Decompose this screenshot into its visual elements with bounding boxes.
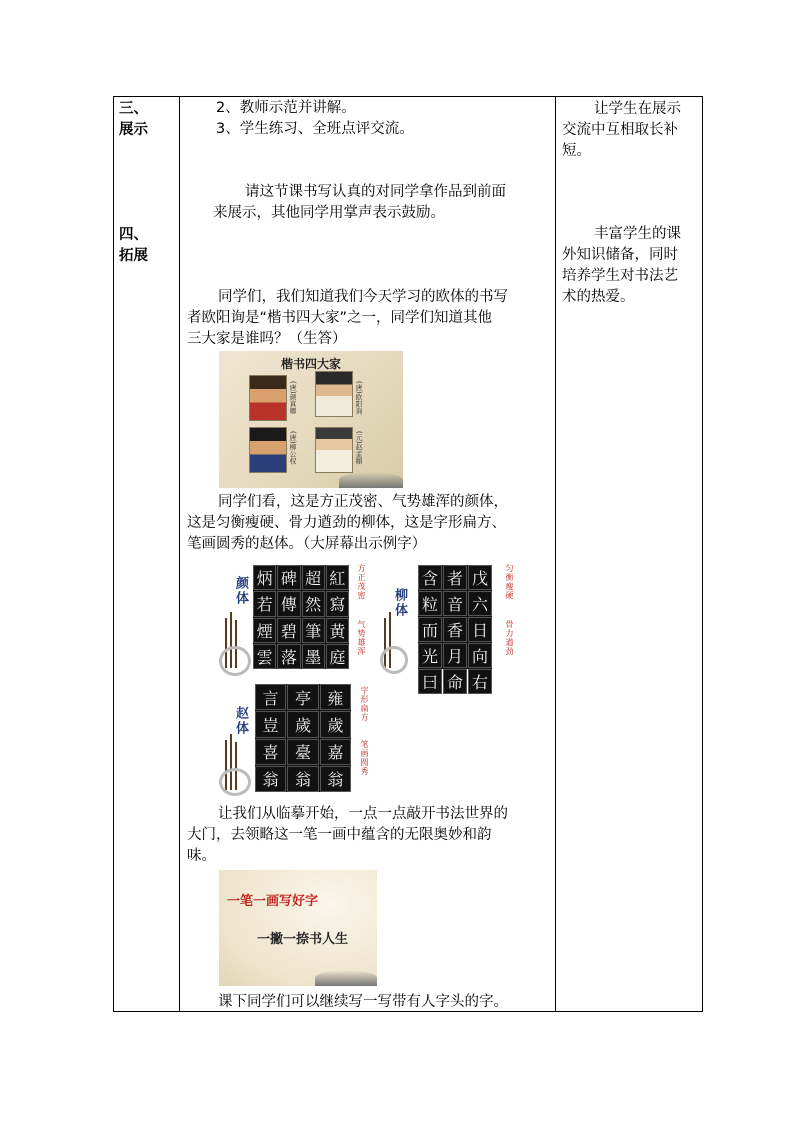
liu-note-2: 骨力遒劲 — [505, 620, 514, 656]
ink-mountain — [315, 970, 377, 986]
portrait-caption: (唐)欧阳询 — [355, 381, 363, 415]
liu-note-1: 匀衡瘦硬 — [505, 564, 514, 600]
sample-char: 喜 — [255, 739, 286, 765]
paragraph-line: 同学们，我们知道我们今天学习的欧体的书写 — [218, 289, 508, 305]
portrait-caption: (元)赵孟頫 — [355, 431, 363, 465]
four-masters-title: 楷书四大家 — [280, 357, 341, 371]
sample-char: 者 — [443, 565, 467, 590]
sample-char: 豈 — [255, 711, 286, 737]
note-line: 短。 — [562, 143, 591, 159]
zhao-note-2: 笔画圆秀 — [360, 740, 369, 776]
sample-char: 紅 — [326, 565, 349, 590]
yan-note-1: 方正茂密 — [357, 564, 366, 600]
portrait — [315, 371, 353, 417]
sample-char: 傳 — [277, 591, 300, 616]
sample-char: 音 — [443, 591, 467, 616]
paragraph-line: 让我们从临摹开始，一点一点敲开书法世界的 — [218, 806, 508, 822]
section3-name: 展示 — [119, 122, 148, 138]
note-line: 让学生在展示 — [594, 101, 681, 117]
zhao-note-1: 字形扁方 — [360, 686, 369, 722]
sample-char: 月 — [443, 643, 467, 668]
step-3-text: 3、学生练习、全班点评交流。 — [216, 121, 414, 137]
sample-char: 寫 — [326, 591, 349, 616]
sample-char: 命 — [443, 669, 467, 694]
yan-note-2: 气势雄浑 — [357, 620, 366, 656]
note-line: 术的热爱。 — [562, 289, 635, 305]
sample-char: 超 — [302, 565, 325, 590]
ink-stone — [380, 646, 408, 674]
slogan-line-1: 一笔一画写好字 — [227, 894, 319, 909]
sample-char: 若 — [253, 591, 276, 616]
paragraph-line: 味。 — [187, 848, 216, 864]
column-divider — [179, 97, 180, 1011]
paragraph-line: 同学们看，这是方正茂密、气势雄浑的颜体， — [218, 494, 508, 510]
step-2-text: 2、教师示范并讲解。 — [216, 100, 356, 116]
liu-char-grid — [418, 565, 492, 692]
sample-char: 煙 — [253, 618, 276, 643]
note-line: 培养学生对书法艺 — [562, 268, 678, 284]
sample-char: 含 — [418, 565, 442, 590]
closing-line: 课下同学们可以继续写一写带有人字头的字。 — [218, 994, 508, 1010]
sample-char: 歲 — [287, 711, 318, 737]
zhao-label: 赵体 — [233, 706, 248, 736]
sample-char: 粒 — [418, 591, 442, 616]
sample-char: 香 — [443, 617, 467, 642]
sample-char: 然 — [302, 591, 325, 616]
sample-char: 戊 — [468, 565, 492, 590]
sample-char: 雍 — [320, 684, 351, 710]
paragraph-line: 这是匀衡瘦硬、骨力遒劲的柳体，这是字形扁方、 — [187, 515, 506, 531]
note-line: 丰富学生的课 — [594, 226, 681, 242]
note-line: 交流中互相取长补 — [562, 122, 678, 138]
section4-number: 四、 — [119, 227, 148, 243]
sample-char: 六 — [468, 591, 492, 616]
sample-char: 亭 — [287, 684, 318, 710]
paragraph-line: 笔画圆秀的赵体。（大屏幕出示例字） — [187, 536, 427, 552]
note-line: 外知识储备，同时 — [562, 247, 678, 263]
sample-char: 言 — [255, 684, 286, 710]
section4-name: 拓展 — [119, 248, 148, 264]
zhao-char-grid — [255, 684, 351, 792]
section3-number: 三、 — [119, 101, 148, 117]
sample-char: 碧 — [277, 618, 300, 643]
portrait — [249, 375, 287, 421]
sample-char: 筆 — [302, 618, 325, 643]
sample-char: 日 — [468, 617, 492, 642]
paragraph-line: 大门，去领略这一笔一画中蕴含的无限奥妙和韵 — [187, 827, 492, 843]
sample-char: 黄 — [326, 618, 349, 643]
slogan-image — [219, 870, 377, 986]
sample-char: 翁 — [287, 766, 318, 792]
sample-char: 嘉 — [320, 739, 351, 765]
sample-char: 落 — [277, 644, 300, 669]
slogan-line-2: 一撇一捺书人生 — [257, 932, 349, 947]
paragraph-line: 者欧阳询是“楷书四大家”之一，同学们知道其他 — [187, 310, 493, 326]
paragraph-line: 三大家是谁吗？（生答） — [187, 331, 347, 347]
paragraph-line: 请这节课书写认真的对同学拿作品到前面 — [245, 184, 506, 200]
yan-label: 颜体 — [233, 576, 248, 606]
sample-char: 右 — [468, 669, 492, 694]
sample-char: 雲 — [253, 644, 276, 669]
yan-style-image — [219, 560, 377, 676]
sample-char: 光 — [418, 643, 442, 668]
yan-char-grid — [253, 565, 349, 669]
sample-char: 庭 — [326, 644, 349, 669]
sample-char: 翁 — [255, 766, 286, 792]
sample-char: 臺 — [287, 739, 318, 765]
liu-label: 柳体 — [392, 588, 407, 618]
sample-char: 向 — [468, 643, 492, 668]
four-masters-image — [219, 351, 403, 488]
portrait — [315, 427, 353, 473]
sample-char: 翁 — [320, 766, 351, 792]
ink-stone — [219, 768, 251, 796]
sample-char: 而 — [418, 617, 442, 642]
liu-style-image — [380, 560, 532, 692]
portrait-caption: (唐)颜真卿 — [289, 381, 297, 415]
portrait — [249, 427, 287, 473]
sample-char: 碑 — [277, 565, 300, 590]
sample-char: 炳 — [253, 565, 276, 590]
ink-stone — [219, 646, 251, 676]
zhao-style-image — [219, 680, 377, 796]
sample-char: 墨 — [302, 644, 325, 669]
sample-char: 曰 — [418, 669, 442, 694]
sample-char: 歲 — [320, 711, 351, 737]
ink-mountain — [339, 472, 403, 488]
portrait-caption: (唐)柳公权 — [289, 431, 297, 465]
paragraph-line: 来展示，其他同学用掌声表示鼓励。 — [213, 205, 445, 221]
column-divider — [555, 97, 556, 1011]
